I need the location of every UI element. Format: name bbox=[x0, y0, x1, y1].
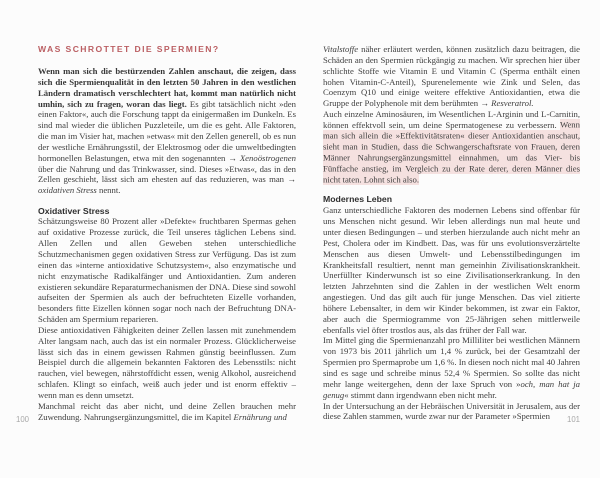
text-run: Im Mittel ging die Spermienanzahl pro Milliliter bei westlichen Männern von 1973 bis 2011 jährlich um 1,4 % zurück, bei der Gesamtzahl der Spermien pro Spermaprobe um 1,6 %. In diesen noch nicht mal 40 Jahren sind es sage und schreibe minus 52,4 % Spermien. So sollte das nicht mehr lange weitergehen, denn der laxe Spruch von » bbox=[323, 335, 580, 389]
page-number-left: 100 bbox=[16, 415, 30, 424]
page-number-right: 101 bbox=[566, 415, 580, 424]
text-run-i: → Resveratrol. bbox=[480, 98, 534, 109]
chapter-title: WAS SCHROTTET DIE SPERMIEN? bbox=[38, 44, 220, 54]
paragraph bbox=[38, 401, 296, 423]
paragraph bbox=[323, 44, 580, 109]
text-run: « stimmt dann irgendwann eben nicht mehr. bbox=[344, 389, 497, 400]
text-run: In der Untersuchung an der Hebräischen Universität in Jerusalem, aus der diese Zahlen stammen, wurde zwar nur der Parameter »Spermien bbox=[323, 400, 580, 422]
text-run: Ganz unterschiedliche Faktoren des modernen Lebens sind offenbar für uns Menschen nicht gesund. Wir leben allerdings nun mal heute und unter diesen Bedingungen – und sterben hierzulande auch nicht mehr an Pest, Cholera oder im Kindbett. Das, was für uns evolutionsverzärtelte Menschen aus diesen Umwelt- und Lebensstilbedingungen im Krankheitsfall resultiert, nennt man gemeinhin Zivilisationskrankheit. Unerfüllter Kinderwunsch ist so eine Zivilisationserkrankung. In den letzten Jahrzehnten sind die Zahlen in der westlichen Welt enorm angestiegen. Und das gilt auch für junge Menschen. Das viel zitierte höhere Lebensalter, in dem wir Kinder bekommen, ist zwar ein Faktor, aber auch die Spermiogramme von 25-Jährigen sehen mittlerweile ebenfalls viel öfter trostlos aus, als das früher der Fall war. bbox=[323, 205, 580, 335]
paragraph bbox=[38, 325, 296, 401]
text-run: nennt. bbox=[96, 185, 121, 196]
text-run-i: → Xenoöstrogenen bbox=[228, 152, 297, 163]
paragraph bbox=[323, 109, 580, 185]
right-page-body bbox=[323, 44, 580, 422]
text-run: näher erläutert werden, können zusätzlich dazu beitragen, die Schäden an den Spermien rückgängig zu machen. Wir sprechen hier über schlichte Stoffe wie Vitamin E und Vitamin C (Sperma enthält einen hohen Vitamin-C-Anteil), Spurenelemente wie Zink und Selen, das Coenzym Q10 und einige weitere effektive Antioxidantien, etwa die Gruppe der Polyphenole mit dem berühmten bbox=[323, 44, 580, 109]
paragraph bbox=[323, 401, 580, 423]
page-left bbox=[38, 0, 296, 478]
text-run-i: Ernährung und bbox=[233, 411, 287, 422]
paragraph bbox=[323, 335, 580, 400]
text-run-i: → oxidativen Stress bbox=[38, 174, 296, 196]
text-run: Manchmal reicht das aber nicht, und deine Zellen brauchen mehr Zuwendung. Nahrungsergänzungsmittel, die im Kapitel bbox=[38, 400, 296, 422]
text-run: Diese antioxidativen Fähigkeiten deiner Zellen lassen mit zunehmendem Alter langsam nach, auch das ist ein normaler Prozess. Glücklicherweise lässt sich das in einem gewissen Rahmen günstig beeinflussen. Zum Beispiel durch die allgemein bekannten Faktoren des Lebensstils: nicht rauchen, viel bewegen, nährstoffdicht essen, wenig Alkohol, ausreichend schlafen. Klingt so einfach, weiß auch jeder und ist enorm effektiv – wenn man es denn umsetzt. bbox=[38, 324, 296, 400]
paragraph bbox=[38, 216, 296, 324]
page-right bbox=[323, 0, 580, 478]
text-run-hl: Wenn man sich allein die »Effektivitätsraten« dieser Antioxidantien anschaut, sieht man in Studien, dass die Schwangerschaftsrate von Frauen, deren Männer Nahrungsergänzungsmittel einnahmen, um das Vier- bis Fünffache anstieg, im Vergleich zu der Rate derer, deren Männer dies nicht taten. Lohnt sich also. bbox=[323, 119, 580, 185]
text-run-b: Wenn man sich die bestürzenden Zahlen anschaut, die zeigen, dass sich die Spermienqualität in den letzten 50 Jahren in den westlichen Ländern dramatisch verschlechtert hat, kommt man natürlich nicht umhin, sich zu fragen, woran das liegt. bbox=[38, 66, 296, 109]
text-run: Schätzungsweise 80 Prozent aller »Defekte« fruchtbaren Spermas gehen auf oxidative Prozesse zurück, die Teil unseres täglichen Lebens sind. Allen Zellen und allen Geweben stehen unterschiedliche Schutzmechanismen gegen oxidativen Stress zur Verfügung. Das ist zum einen das »interne antioxidative Schutzsystem«, also enzymatische und nicht enzymatische Radikalfänger und Antioxidantien. Zum anderen existieren sekundäre Reparaturmechanismen der DNA. Diese sind sowohl aufseiten der Spermien als auch der befruchteten Eizelle vorhanden, besonders fitte Eizellen können sogar noch nach der Befruchtung DNA-Schäden am Spermium reparieren. bbox=[38, 216, 296, 325]
left-page-body bbox=[38, 66, 296, 423]
text-run: Es gibt tatsächlich nicht »den einen Faktor«, auch die Forschung tappt da einigermaßen im Dunkeln. Es sind mal wieder die üblichen Puzzleteile, um die es geht. Alle Faktoren, die man im Visier hat, machen »etwas« mit den Zellen generell, ob es nun der westliche Ernährungsstil, der Elektrosmog oder die umweltbedingten hormonellen Belastungen, etwa mit den sogenannten bbox=[38, 98, 296, 163]
paragraph bbox=[323, 205, 580, 335]
text-run: über die Nahrung und das Trinkwasser, sind. Dieses »Etwas«, das in den Zellen geschieht, lässt sich am ehesten auf das reduzieren, was man bbox=[38, 163, 296, 185]
paragraph bbox=[38, 66, 296, 196]
section-subheading: Modernes Leben bbox=[323, 194, 393, 205]
section-subheading: Oxidativer Stress bbox=[38, 205, 110, 216]
text-run-i: och, man hat ja genug bbox=[323, 378, 580, 400]
text-run: Auch einzelne Aminosäuren, im Wesentlichen L-Arginin und L-Carnitin, können effektvoll sein, um deine Spermatogenese zu verbessern. bbox=[323, 109, 580, 130]
text-run-i: Vitalstoffe bbox=[323, 44, 359, 54]
